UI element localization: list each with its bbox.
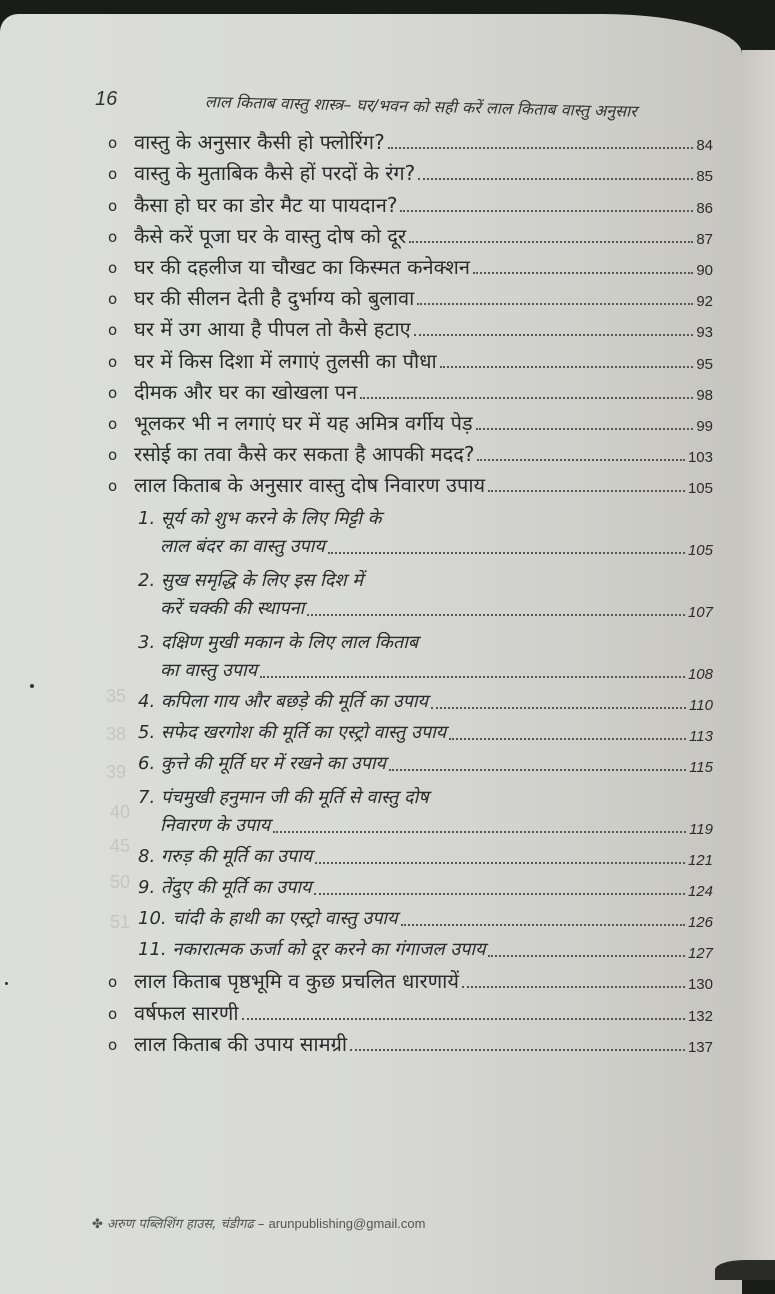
toc-entry-page: 105 (687, 542, 713, 560)
sub-entry-title: गरुड़ की मूर्ति का उपाय (160, 846, 313, 868)
leader-dots (388, 147, 694, 149)
leader-dots (462, 986, 685, 988)
leader-dots (431, 707, 686, 709)
sub-entry-title: तेंदुए की मूर्ति का उपाय (160, 877, 312, 899)
toc-entry-page: 137 (687, 1038, 713, 1056)
toc-entry-page: 115 (689, 759, 713, 777)
bullet-icon: o (108, 446, 118, 465)
sub-entry-number: 2. (138, 570, 156, 592)
toc-entry-title: वर्षफल सारणी (134, 1000, 239, 1025)
toc-entry-page: 95 (696, 355, 713, 373)
toc-entry-title: लाल किताब की उपाय सामग्री (134, 1031, 348, 1056)
toc-entry-title: घर में उग आया है पीपल तो कैसे हटाए (134, 317, 411, 342)
toc-entry-page: 103 (687, 449, 713, 467)
toc-entry-page: 99 (696, 417, 713, 435)
page-header (95, 88, 735, 121)
toc-entry[interactable] (108, 342, 713, 373)
toc-sub-entry[interactable] (108, 777, 713, 839)
sub-entry-number: 6. (138, 753, 156, 775)
toc-entry-page: 98 (696, 386, 713, 404)
toc-entry-page: 86 (696, 199, 713, 217)
page-number: 16 (95, 88, 118, 110)
leader-dots (389, 769, 686, 771)
toc-entry-title: लाल किताब पृष्ठभूमि व कुछ प्रचलित धारणायें (134, 969, 459, 994)
ink-mark (30, 684, 34, 688)
sub-entry-title-line1: पंचमुखी हनुमान जी की मूर्ति से वास्तु दोष (160, 787, 429, 809)
sub-entry-number: 8. (138, 846, 156, 868)
leader-dots (476, 428, 694, 430)
leader-dots (307, 614, 685, 616)
toc-entry[interactable] (108, 124, 713, 155)
toc-entry[interactable] (108, 249, 713, 280)
sub-entry-number: 1. (138, 508, 156, 530)
toc-entry-page: 126 (687, 914, 713, 932)
leader-dots (315, 862, 685, 864)
running-title: लाल किताब वास्तु शास्त्र– घर/भवन को सही करें लाल किताब वास्तु अनुसार (204, 92, 637, 121)
sub-entry-title-line1: सूर्य को शुभ करने के लिए मिट्टी के (160, 508, 382, 530)
sub-entry-title: कुत्ते की मूर्ति घर में रखने का उपाय (160, 753, 386, 775)
toc-entry-title: वास्तु के मुताबिक कैसे हों परदों के रंग? (134, 161, 416, 186)
leader-dots (418, 178, 693, 180)
bullet-icon: o (108, 383, 118, 402)
toc-entry[interactable] (108, 963, 713, 994)
toc-entry-page: 119 (689, 821, 713, 839)
toc-entry[interactable] (108, 467, 713, 498)
leader-dots (488, 955, 685, 957)
publisher-name: अरुण पब्लिशिंग हाउस, चंडीगढ – (107, 1217, 265, 1232)
toc-entry-page: 113 (689, 728, 713, 746)
toc-entry-title: रसोई का तवा कैसे कर सकता है आपकी मदद? (134, 442, 475, 467)
toc-entry[interactable] (108, 1026, 713, 1057)
bleed-through-number: 50 (110, 872, 131, 892)
toc-entry-page: 127 (687, 945, 713, 963)
toc-entry[interactable] (108, 311, 713, 342)
sub-entry-title-line2: करें चक्की की स्थापना (160, 598, 305, 620)
leader-dots (273, 831, 686, 833)
toc-entry-title: वास्तु के अनुसार कैसी हो फ्लोरिंग? (134, 130, 385, 155)
bullet-icon: o (108, 134, 118, 153)
toc-entry-title: घर की सीलन देती है दुर्भाग्य को बुलावा (134, 286, 415, 311)
leader-dots (477, 459, 685, 461)
toc-entry-page: 108 (687, 666, 713, 684)
bleed-through-number: 39 (106, 762, 127, 782)
toc-entry-page: 105 (687, 480, 713, 498)
leader-dots (314, 893, 685, 895)
leader-dots (440, 366, 694, 368)
toc-entry-title: घर में किस दिशा में लगाएं तुलसी का पौधा (134, 348, 437, 373)
bullet-icon: o (108, 414, 118, 433)
toc-sub-entry[interactable] (108, 870, 713, 901)
bullet-icon: o (108, 321, 118, 340)
sub-entry-title: नकारात्मक ऊर्जा को दूर करने का गंगाजल उपाय (172, 939, 486, 961)
toc-sub-entry[interactable] (108, 839, 713, 870)
sub-entry-number: 7. (138, 787, 156, 809)
toc-entry-page: 132 (687, 1007, 713, 1025)
bullet-icon: o (108, 227, 118, 246)
leader-dots (414, 334, 694, 336)
toc-entry[interactable] (108, 994, 713, 1025)
bleed-through-number: 40 (110, 802, 131, 822)
bullet-icon: o (108, 1004, 118, 1023)
toc-entry[interactable] (108, 405, 713, 436)
bullet-icon: o (108, 290, 118, 309)
toc-entry[interactable] (108, 155, 713, 186)
toc-entry-page: 85 (696, 168, 713, 186)
sub-entry-number: 9. (138, 877, 156, 899)
bullet-icon: o (108, 196, 118, 215)
toc-entry-title: दीमक और घर का खोखला पन (134, 379, 358, 404)
page-footer (92, 1214, 425, 1232)
leader-dots (350, 1049, 685, 1051)
toc-sub-entry[interactable] (108, 901, 713, 932)
leader-dots (449, 738, 686, 740)
leader-dots (400, 210, 693, 212)
publisher-email: arunpublishing@gmail.com (268, 1216, 426, 1231)
bullet-icon: o (108, 1035, 118, 1054)
leader-dots (328, 552, 685, 554)
toc-entry-page: 107 (687, 604, 713, 622)
toc-entry[interactable] (108, 218, 713, 249)
leader-dots (242, 1018, 685, 1020)
leader-dots (409, 241, 693, 243)
sub-entry-title-line2: का वास्तु उपाय (160, 660, 258, 682)
toc-entry-title: घर की दहलीज या चौखट का किस्मत कनेक्शन (134, 254, 471, 279)
toc-sub-entry[interactable] (108, 715, 713, 746)
sub-entry-title-line2: निवारण के उपाय (160, 815, 271, 837)
toc-entry-page: 92 (696, 293, 713, 311)
leader-dots (360, 397, 693, 399)
background-shadow (715, 1260, 775, 1280)
sub-entry-number: 10. (138, 908, 167, 930)
toc-sub-entry[interactable] (108, 498, 713, 560)
toc-entry-page: 87 (696, 230, 713, 248)
sub-entry-title-line2: लाल बंदर का वास्तु उपाय (160, 536, 325, 558)
bleed-through-number: 45 (110, 836, 131, 856)
toc-entry-page: 121 (687, 852, 713, 870)
bleed-through-number: 35 (106, 686, 127, 706)
publisher-logo-icon: ✤ (92, 1217, 103, 1232)
bullet-icon: o (108, 165, 118, 184)
sub-entry-number: 5. (138, 722, 156, 744)
toc-entry-page: 110 (689, 697, 713, 715)
toc-entry-title: भूलकर भी न लगाएं घर में यह अमित्र वर्गीय पेड़ (134, 410, 473, 435)
sub-entry-title-line1: सुख समृद्धि के लिए इस दिश में (160, 570, 363, 592)
sub-entry-title: चांदी के हाथी का एस्ट्रो वास्तु उपाय (172, 908, 398, 930)
toc-entry[interactable] (108, 374, 713, 405)
toc-sub-entry[interactable] (108, 932, 713, 963)
next-page-edge (742, 50, 775, 1280)
bullet-icon: o (108, 258, 118, 277)
sub-entry-number: 11. (138, 939, 167, 961)
bleed-through-number: 51 (110, 912, 131, 932)
bullet-icon: o (108, 477, 118, 496)
toc-entry-title: लाल किताब के अनुसार वास्तु दोष निवारण उपाय (134, 473, 486, 498)
ink-mark (5, 982, 8, 985)
toc-sub-entry[interactable] (108, 746, 713, 777)
toc-entry-page: 124 (687, 883, 713, 901)
toc-sub-entry[interactable] (108, 622, 713, 684)
toc-entry-title: कैसे करें पूजा घर के वास्तु दोष को दूर (134, 223, 407, 248)
table-of-contents (108, 124, 713, 1057)
toc-entry-page: 93 (696, 324, 713, 342)
sub-entry-number: 4. (138, 691, 156, 713)
toc-sub-entry[interactable] (108, 684, 713, 715)
leader-dots (488, 490, 685, 492)
toc-entry-page: 130 (687, 976, 713, 994)
bullet-icon: o (108, 352, 118, 371)
sub-entry-title: सफेद खरगोश की मूर्ति का एस्ट्रो वास्तु उपाय (160, 722, 447, 744)
toc-entry[interactable] (108, 280, 713, 311)
toc-entry[interactable] (108, 186, 713, 217)
toc-entry-page: 84 (696, 137, 713, 155)
toc-entry-page: 90 (696, 261, 713, 279)
bullet-icon: o (108, 973, 118, 992)
leader-dots (260, 676, 685, 678)
toc-entry[interactable] (108, 436, 713, 467)
bleed-through-number: 38 (106, 724, 127, 744)
leader-dots (401, 924, 685, 926)
toc-sub-entry[interactable] (108, 560, 713, 622)
sub-entry-number: 3. (138, 632, 156, 654)
toc-entry-title: कैसा हो घर का डोर मैट या पायदान? (134, 192, 398, 217)
leader-dots (417, 303, 693, 305)
leader-dots (473, 272, 693, 274)
sub-entry-title-line1: दक्षिण मुखी मकान के लिए लाल किताब (160, 632, 419, 654)
sub-entry-title: कपिला गाय और बछड़े की मूर्ति का उपाय (160, 691, 428, 713)
